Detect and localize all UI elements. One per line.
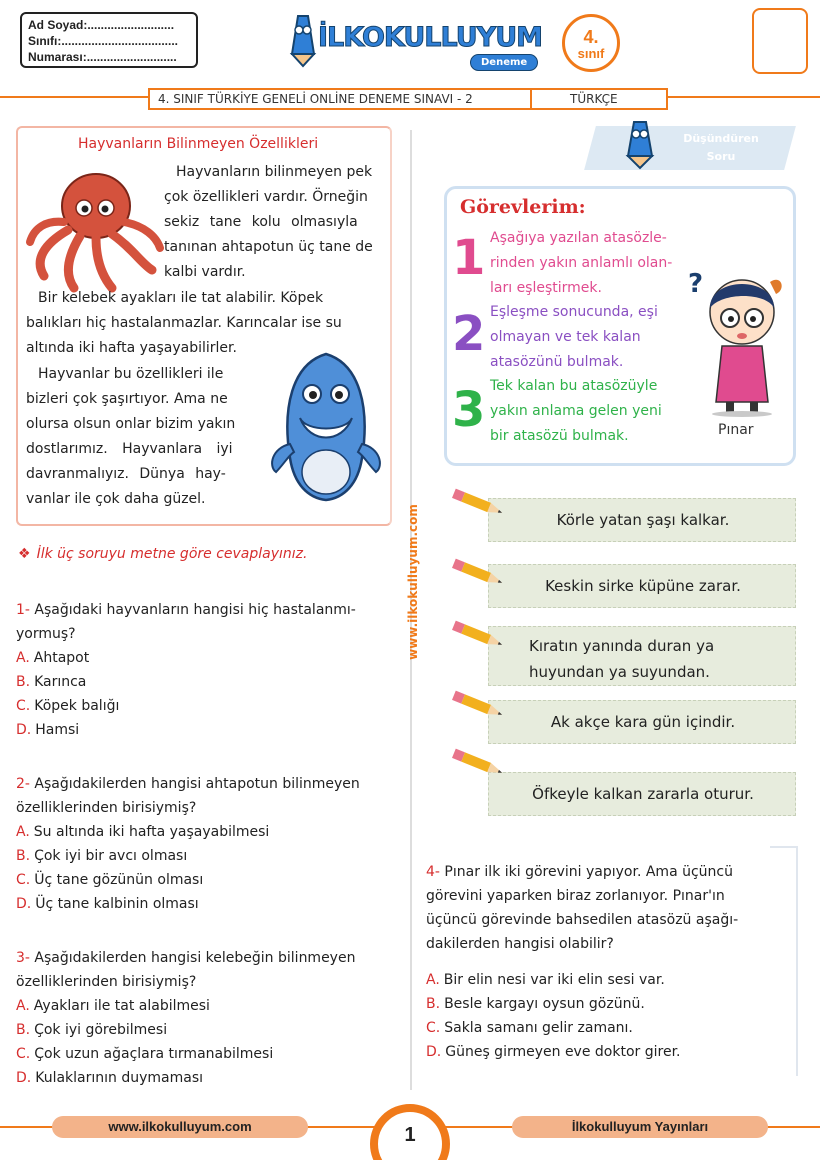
option-letter: C. [16, 872, 31, 888]
option-letter: D. [16, 1070, 32, 1086]
option-letter: D. [426, 1044, 442, 1060]
class-label: Sınıfı:................................... [28, 34, 179, 48]
option-c[interactable] [16, 1042, 396, 1066]
name-label: Ad Soyad:.......................... [28, 18, 175, 32]
proverb-card [488, 564, 796, 608]
option-b[interactable] [16, 1018, 396, 1042]
option-d[interactable] [426, 1040, 792, 1064]
option-letter: D. [16, 722, 32, 738]
option-letter: C. [426, 1020, 441, 1036]
question-1 [16, 598, 396, 742]
task-line: Aşağıya yazılan atasözle- [490, 230, 667, 246]
question-4 [426, 860, 792, 1064]
proverb-text: Keskin sirke küpüne zarar. [545, 577, 741, 595]
option-text: Su altında iki hafta yaşayabilmesi [33, 824, 270, 840]
question-line: özelliklerinden birisiymiş? [16, 800, 197, 816]
grade-label: sınıf [577, 46, 605, 61]
question-number: 3- [16, 950, 30, 966]
task-1 [490, 226, 686, 301]
question-stem [426, 860, 792, 884]
option-text: Bir elin nesi var iki elin sesi var. [443, 972, 665, 988]
vertical-site-label [402, 500, 422, 670]
logo [286, 14, 542, 68]
task-number-1: 1 [452, 230, 486, 286]
passage-line: kalbi vardır. [164, 264, 246, 280]
question-3 [16, 946, 396, 1090]
footer-publisher: İlkokulluyum Yayınları [512, 1116, 768, 1138]
option-letter: B. [16, 848, 31, 864]
octopus-icon [24, 164, 164, 294]
proverb-text: Ak akçe kara gün içindir. [550, 713, 736, 731]
number-label: Numarası:........................... [28, 50, 177, 64]
logo-badge: Deneme [470, 54, 538, 71]
question-line: Aşağıdakilerden hangisi ahtapotun bilinmeyen [34, 776, 360, 792]
passage-line: altında iki hafta yaşayabilirler. [26, 340, 237, 356]
grade-badge [562, 14, 620, 72]
option-d[interactable] [16, 1066, 396, 1090]
option-d[interactable] [16, 718, 396, 742]
task-line: yakın anlama gelen yeni [490, 403, 662, 419]
option-b[interactable] [426, 992, 792, 1016]
proverb-card [488, 772, 796, 816]
task-line: ları eşleştirmek. [490, 280, 602, 296]
passage-line: tanınan ahtapotun üç tane de [164, 239, 373, 255]
logo-text: İLKOKULLUYUM [318, 22, 542, 53]
task-line: olmayan ve tek kalan [490, 329, 641, 345]
option-text: Hamsi [35, 722, 80, 738]
task-number-2: 2 [452, 306, 486, 362]
mascot-icon [286, 14, 320, 68]
option-text: Ahtapot [33, 650, 90, 666]
exam-subject: TÜRKÇE [570, 92, 618, 106]
passage-line: bizleri çok şaşırtıyor. Ama ne [26, 391, 228, 407]
proverb-text: Körle yatan şaşı kalkar. [556, 511, 730, 529]
student-info-box [20, 12, 198, 68]
passage-line: Hayvanların bilinmeyen pek [176, 164, 373, 180]
passage-line: davranmalıyız. Dünya hay- [26, 466, 226, 482]
option-letter: A. [16, 998, 30, 1014]
task-line: Tek kalan bu atasözüyle [490, 378, 658, 394]
option-letter: C. [16, 1046, 31, 1062]
option-a[interactable] [16, 994, 396, 1018]
mascot-icon [620, 120, 660, 170]
option-text: Çok iyi bir avcı olması [34, 848, 188, 864]
question-line: Aşağıdaki hayvanların hangisi hiç hastalanmı- [34, 602, 356, 618]
option-letter: C. [16, 698, 31, 714]
option-letter: B. [426, 996, 441, 1012]
option-text: Ayakları ile tat alabilmesi [33, 998, 210, 1014]
task-line: Eşleşme sonucunda, eşi [490, 304, 658, 320]
page-number: 1 [404, 1124, 416, 1146]
passage-line: dostlarımız. Hayvanlara iyi [26, 441, 233, 457]
question-line: Aşağıdakilerden hangisi kelebeğin bilinmeyen [34, 950, 356, 966]
score-box [752, 8, 808, 74]
character-name: Pınar [718, 422, 754, 438]
passage-line: çok özellikleri vardır. Örneğin [164, 189, 368, 205]
passage-paragraph-3 [26, 362, 262, 512]
footer-website[interactable]: www.ilkokulluyum.com [52, 1116, 308, 1138]
option-letter: A. [426, 972, 440, 988]
shark-icon [266, 348, 386, 508]
option-letter: D. [16, 896, 32, 912]
question-number: 1- [16, 602, 30, 618]
option-c[interactable] [426, 1016, 792, 1040]
task-line: rinden yakın anlamlı olan- [490, 255, 673, 271]
think-banner-line: Soru [706, 150, 736, 163]
option-text: Üç tane gözünün olması [34, 872, 204, 888]
passage-line: Bir kelebek ayakları ile tat alabilir. Köpek [38, 290, 324, 306]
pencil-icon [448, 748, 508, 778]
task-2 [490, 300, 686, 375]
option-b[interactable] [16, 670, 396, 694]
question-stem [16, 946, 396, 970]
passage-line: balıkları hiç hastalanmazlar. Karıncalar ise su [26, 315, 342, 331]
question-line: özelliklerinden birisiymiş? [16, 974, 197, 990]
question-line: yormuş? [16, 626, 76, 642]
think-banner-text [676, 130, 766, 166]
option-letter: B. [16, 674, 31, 690]
proverb-card [488, 700, 796, 744]
passage-line: sekiz tane kolu olmasıyla [164, 214, 358, 230]
proverb-card [488, 498, 796, 542]
instruction-text: İlk üç soruyu metne göre cevaplayınız. [36, 546, 308, 562]
question-line: dakilerden hangisi olabilir? [426, 936, 614, 952]
girl-character-icon [686, 256, 788, 418]
pencil-icon [448, 690, 508, 720]
exam-title-bar [148, 88, 668, 110]
option-text: Çok uzun ağaçlara tırmanabilmesi [34, 1046, 274, 1062]
proverb-card [488, 626, 796, 686]
grade-number: 4. [583, 27, 599, 47]
question-4-bracket [796, 846, 798, 1076]
option-text: Güneş girmeyen eve doktor girer. [445, 1044, 681, 1060]
option-d[interactable] [16, 892, 396, 916]
tasks-title: Görevlerim: [460, 196, 586, 218]
option-letter: B. [16, 1022, 31, 1038]
option-b[interactable] [16, 844, 396, 868]
question-stem [16, 598, 396, 622]
proverb-text [489, 633, 797, 685]
passage-line: Hayvanlar bu özellikleri ile [38, 366, 224, 382]
question-line: üçüncü görevinde bahsedilen atasözü aşağı- [426, 912, 739, 928]
svg-text:?: ? [688, 269, 704, 299]
option-text: Köpek balığı [34, 698, 120, 714]
question-stem [16, 772, 396, 796]
exam-title: 4. SINIF TÜRKİYE GENELİ ONLİNE DENEME SINAVI - 2 [158, 92, 473, 106]
proverb-text: Öfkeyle kalkan zararla oturur. [532, 785, 754, 803]
option-a[interactable] [16, 820, 396, 844]
spacer [426, 956, 792, 968]
task-line: atasözünü bulmak. [490, 354, 624, 370]
passage-title: Hayvanların Bilinmeyen Özellikleri [78, 136, 319, 152]
option-text: Karınca [34, 674, 87, 690]
task-line: bir atasözü bulmak. [490, 428, 629, 444]
question-4-bracket-top [770, 846, 798, 848]
option-a[interactable] [426, 968, 792, 992]
proverb-line: huyundan ya suyundan. [529, 663, 710, 681]
passage-paragraph-1 [164, 160, 388, 285]
question-line: Pınar ilk iki görevini yapıyor. Ama üçüncü [444, 864, 733, 880]
task-number-3: 3 [452, 382, 486, 438]
option-letter: A. [16, 650, 30, 666]
diamond-bullet-icon: ❖ [18, 546, 31, 562]
title-separator [530, 90, 532, 108]
option-a[interactable] [16, 646, 396, 670]
pencil-icon [448, 620, 508, 650]
question-number: 4- [426, 864, 440, 880]
option-text: Üç tane kalbinin olması [35, 896, 199, 912]
option-letter: A. [16, 824, 30, 840]
question-line: görevini yaparken biraz zorlanıyor. Pınar'ın [426, 888, 725, 904]
question-number: 2- [16, 776, 30, 792]
passage-line: olursa olsun onlar bizim yakın [26, 416, 236, 432]
option-c[interactable] [16, 868, 396, 892]
option-text: Besle kargayı oysun gözünü. [444, 996, 645, 1012]
pencil-icon [448, 488, 508, 518]
option-c[interactable] [16, 694, 396, 718]
option-text: Çok iyi görebilmesi [34, 1022, 168, 1038]
think-banner-line: Düşündüren [683, 132, 759, 145]
question-2 [16, 772, 396, 916]
passage-line: vanlar ile çok daha güzel. [26, 491, 206, 507]
instruction [18, 546, 307, 562]
pencil-icon [448, 558, 508, 588]
task-3 [490, 374, 686, 449]
option-text: Kulaklarının duymaması [35, 1070, 204, 1086]
option-text: Sakla samanı gelir zamanı. [444, 1020, 633, 1036]
proverb-line: Kıratın yanında duran ya [529, 637, 715, 655]
vertical-site-text: www.ilkokulluyum.com [406, 504, 420, 660]
reading-passage [16, 126, 392, 526]
